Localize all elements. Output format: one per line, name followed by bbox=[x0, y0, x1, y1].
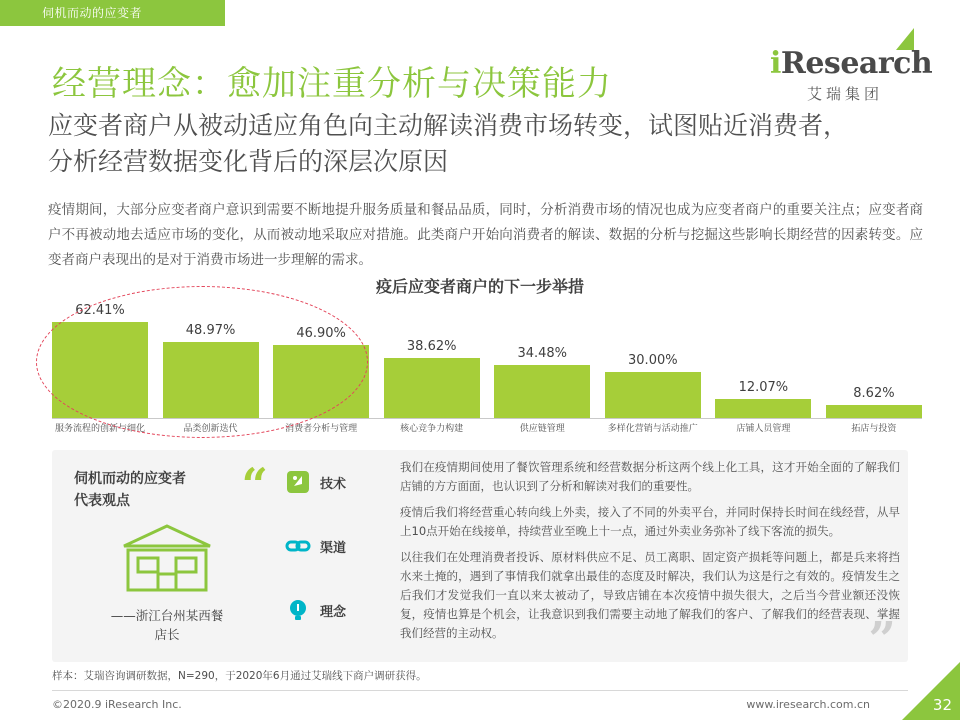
bar-value-label: 62.41% bbox=[75, 303, 125, 318]
quote-text: 疫情后我们将经营重心转向线上外卖，接入了不同的外卖平台，并同时保持长时间在线经营，从早上10点开始在线接单，持续营业至晚上十一点，通过外卖业务弥补了线下客流的损失。 bbox=[400, 505, 900, 538]
bar-column bbox=[605, 353, 701, 418]
bar-value-label: 34.48% bbox=[517, 346, 568, 361]
quote-panel-title-line2: 代表观点 bbox=[74, 493, 130, 509]
tech-rocket-icon bbox=[284, 468, 312, 496]
website-url: www.iresearch.com.cn bbox=[746, 698, 870, 711]
section-tag-bar bbox=[0, 0, 225, 26]
bar-value-label: 38.62% bbox=[406, 339, 457, 354]
page-subtitle: 应变者商户从被动适应角色向主动解读消费市场转变，试图贴近消费者，分析经营数据变化背后的深层次原因 bbox=[48, 111, 849, 176]
close-quote-icon: ” bbox=[868, 612, 896, 668]
bar-rect bbox=[826, 405, 922, 418]
quote-category-label: 理念 bbox=[320, 604, 347, 620]
footer-divider bbox=[52, 690, 908, 691]
bar-rect bbox=[715, 399, 811, 418]
bar-value-label: 48.97% bbox=[185, 323, 236, 338]
chart-title: 疫后应变者商户的下一步举措 bbox=[375, 277, 584, 296]
quote-attribution-line1: ——浙江台州某西餐 bbox=[110, 608, 224, 623]
quote-category-label: 技术 bbox=[320, 476, 347, 492]
quote-text-list bbox=[400, 458, 900, 654]
bar-category-label: 品类创新迭代 bbox=[183, 424, 238, 434]
section-tag-label: 伺机而动的应变者 bbox=[42, 6, 143, 20]
quote-attribution-line2: 店长 bbox=[154, 627, 180, 642]
sample-note: 样本：艾瑞咨询调研数据，N=290，于2020年6月通过艾瑞线下商户调研获得。 bbox=[52, 670, 427, 682]
quote-text: 以往我们在处理消费者投诉、原材料供应不足、员工离职、固定资产损耗等问题上，都是兵来将挡水来土掩的，遇到了事情我们就拿出最佳的态度及时解决，我们认为这是行之有效的。疫情发生之后我们才发觉我们一直以来太被动了，导致店铺在本次疫情中损失很大，之后当今营业额还没恢复，疫情也算是个机会，让我意识到我们需要主动地了解我们的客户、了解我们的经营表现、掌握我们经营的主动权。 bbox=[400, 550, 900, 640]
logo-subtitle: 艾瑞集团 bbox=[806, 85, 883, 103]
bar-column bbox=[384, 339, 480, 418]
bar-column bbox=[826, 386, 922, 418]
quote-category-label: 渠道 bbox=[320, 540, 347, 556]
quote-category-channel bbox=[284, 522, 394, 570]
quote-panel bbox=[52, 450, 908, 668]
bar-category-label: 店铺人员管理 bbox=[736, 424, 791, 434]
page-title: 经营理念：愈加注重分析与决策能力 bbox=[52, 64, 612, 104]
brand-logo bbox=[770, 46, 933, 104]
bar-column bbox=[494, 346, 590, 418]
page-number: 32 bbox=[932, 696, 952, 714]
bar-value-label: 12.07% bbox=[738, 380, 789, 395]
bar-rect bbox=[384, 358, 480, 418]
quote-category-tech bbox=[284, 458, 394, 506]
page-body-text: 疫情期间，大部分应变者商户意识到需要不断地提升服务质量和餐品品质，同时，分析消费市场的情况也成为应变者商户的重要关注点；应变者商户不再被动地去适应市场的变化，从而被动地采取应对措施。此类商户开始向消费者的解读、数据的分析与挖掘这些影响长期经营的因素转变。应变者商户表现出的是对于消费市场进一步理解的需求。 bbox=[48, 202, 923, 268]
copyright-text: ©2020.9 iResearch Inc. bbox=[52, 698, 182, 711]
bar-category-label: 供应链管理 bbox=[519, 424, 565, 434]
bar-category-label: 多样化营销与活动推广 bbox=[607, 424, 698, 434]
logo-text-rest: Research bbox=[780, 46, 933, 81]
bar-value-label: 46.90% bbox=[296, 326, 346, 341]
quote-category-list bbox=[284, 458, 394, 658]
storefront-icon bbox=[52, 522, 282, 598]
highlight-ellipse-annotation bbox=[36, 286, 368, 438]
quote-category-philosophy bbox=[284, 586, 394, 634]
bar-column bbox=[715, 380, 811, 418]
bar-value-label: 8.62% bbox=[853, 386, 895, 401]
bar-category-label: 服务流程的创新与细化 bbox=[54, 424, 145, 434]
bar-value-label: 30.00% bbox=[628, 353, 678, 368]
quote-text: 我们在疫情期间使用了餐饮管理系统和经营数据分析这两个线上化工具，这才开始全面的了解我们店铺的方方面面，也认识到了分析和解读对我们的重要性。 bbox=[400, 460, 900, 493]
quote-panel-title-line1: 伺机而动的应变者 bbox=[74, 471, 186, 487]
quote-panel-left bbox=[52, 450, 282, 662]
logo-text: iResearch bbox=[770, 46, 933, 81]
quote-attribution bbox=[52, 606, 282, 644]
link-chain-icon bbox=[284, 532, 312, 560]
lightbulb-idea-icon bbox=[284, 596, 312, 624]
bar-category-label: 核心竞争力构建 bbox=[400, 424, 464, 434]
bar-category-label: 拓店与投资 bbox=[851, 424, 897, 434]
bar-rect bbox=[605, 372, 701, 418]
open-quote-icon: “ bbox=[241, 458, 268, 512]
bar-category-label: 消费者分析与管理 bbox=[285, 424, 358, 434]
bar-rect bbox=[494, 365, 590, 418]
